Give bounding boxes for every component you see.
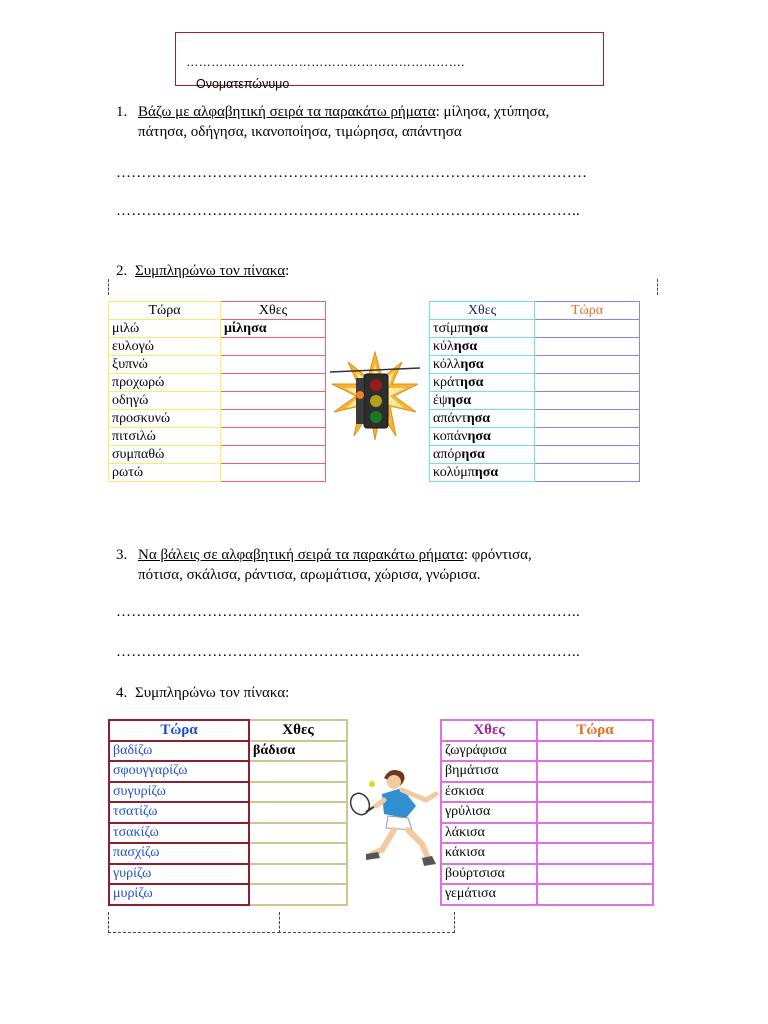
- table-cell: ρωτώ: [109, 464, 221, 482]
- exercise-verbs-1: : μίλησα, χτύπησα,: [435, 104, 550, 120]
- answer-cell[interactable]: [221, 338, 326, 356]
- answer-line[interactable]: …………………………………………………………………………………: [116, 165, 588, 181]
- table-cell: βούρτσισα: [441, 864, 537, 885]
- column-header: Τώρα: [537, 720, 653, 741]
- table-cell: μιλώ: [109, 320, 221, 338]
- answer-cell[interactable]: [535, 410, 640, 428]
- table-row: [430, 338, 640, 356]
- answer-cell[interactable]: [221, 410, 326, 428]
- answer-cell[interactable]: [537, 761, 653, 782]
- exercise-instruction: Συμπληρώνω τον πίνακα: [135, 263, 286, 279]
- table-cell: βαδίζω: [109, 741, 249, 762]
- table-cell: τσίμπησα: [430, 320, 535, 338]
- exercise-number: 1.: [116, 104, 128, 120]
- answer-line[interactable]: ………………………………………………………………………………..: [116, 203, 580, 219]
- exercise-4: [116, 683, 289, 703]
- ex2-right-table: [429, 301, 640, 482]
- exercise-instruction: Να βάλεις σε αλφαβητική σειρά τα παρακάτω ρήματα: [138, 547, 464, 563]
- exercise-instruction: Συμπληρώνω τον πίνακα:: [135, 685, 290, 701]
- table-cell: απόρησα: [430, 446, 535, 464]
- answer-cell[interactable]: [249, 782, 347, 803]
- answer-cell[interactable]: [249, 823, 347, 844]
- table-cell: κράτησα: [430, 374, 535, 392]
- table-row: [109, 356, 326, 374]
- exercise-number: 4.: [116, 685, 128, 701]
- answer-cell[interactable]: [535, 320, 640, 338]
- table-cell: βημάτισα: [441, 761, 537, 782]
- table-row: [441, 802, 653, 823]
- exercise-1: [116, 102, 656, 146]
- table-cell: ζωγράφισα: [441, 741, 537, 762]
- column-header: Χθες: [249, 720, 347, 741]
- answer-cell[interactable]: [221, 428, 326, 446]
- table-cell: γεμάτισα: [441, 884, 537, 905]
- table-cell: ευλογώ: [109, 338, 221, 356]
- answer-cell[interactable]: [537, 802, 653, 823]
- table-row: [441, 864, 653, 885]
- table-row: [441, 843, 653, 864]
- answer-cell[interactable]: [249, 802, 347, 823]
- column-header: Χθες: [430, 302, 535, 320]
- answer-cell[interactable]: [221, 446, 326, 464]
- answer-cell[interactable]: [249, 761, 347, 782]
- answer-cell[interactable]: [249, 864, 347, 885]
- exercise-verbs-2: πότισα, σκάλισα, ράντισα, αρωμάτισα, χώρισα, γνώρισα.: [138, 567, 481, 583]
- exercise-number: 3.: [116, 547, 128, 563]
- table-row: [109, 374, 326, 392]
- table-row: [430, 356, 640, 374]
- exercise-instruction: Βάζω με αλφαβητική σειρά τα παρακάτω ρήματα: [138, 104, 436, 120]
- answer-cell[interactable]: [537, 843, 653, 864]
- table-cell: κύλησα: [430, 338, 535, 356]
- table-row: [441, 741, 653, 762]
- table-row: [109, 823, 347, 844]
- column-header: Τώρα: [109, 302, 221, 320]
- column-header: Τώρα: [109, 720, 249, 741]
- table-cell: προσκυνώ: [109, 410, 221, 428]
- table-row: [109, 464, 326, 482]
- table-row: [430, 446, 640, 464]
- table-cell: κόλλησα: [430, 356, 535, 374]
- answer-cell[interactable]: [535, 464, 640, 482]
- answer-cell[interactable]: [535, 374, 640, 392]
- dashed-bracket: [657, 279, 658, 295]
- table-cell: κολύμπησα: [430, 464, 535, 482]
- ex2-left-table: [108, 301, 326, 482]
- answer-cell[interactable]: [537, 741, 653, 762]
- table-cell: μίλησα: [221, 320, 326, 338]
- tennis-player-icon: [348, 760, 444, 872]
- table-cell: απάντησα: [430, 410, 535, 428]
- answer-cell[interactable]: [535, 392, 640, 410]
- table-row: [109, 843, 347, 864]
- answer-cell[interactable]: [221, 356, 326, 374]
- traffic-light-icon: [330, 350, 420, 442]
- answer-line[interactable]: ………………………………………………………………………………..: [116, 604, 580, 620]
- table-row: [109, 410, 326, 428]
- answer-cell[interactable]: [221, 464, 326, 482]
- dashed-bracket: [278, 912, 455, 933]
- table-row: [109, 864, 347, 885]
- table-row: [430, 392, 640, 410]
- table-cell: προχωρώ: [109, 374, 221, 392]
- table-cell: συγυρίζω: [109, 782, 249, 803]
- dashed-bracket: [108, 279, 109, 295]
- table-row: [441, 823, 653, 844]
- answer-cell[interactable]: [535, 338, 640, 356]
- table-row: [109, 884, 347, 905]
- table-row: [441, 761, 653, 782]
- table-row: [109, 761, 347, 782]
- table-row: [109, 446, 326, 464]
- table-cell: πασχίζω: [109, 843, 249, 864]
- exercise-number: 2.: [116, 263, 128, 279]
- name-field-box[interactable]: [175, 32, 604, 91]
- table-cell: τσακίζω: [109, 823, 249, 844]
- column-header: Τώρα: [535, 302, 640, 320]
- table-cell: έσκισα: [441, 782, 537, 803]
- answer-cell[interactable]: [537, 864, 653, 885]
- exercise-verbs-1: : φρόντισα,: [463, 547, 532, 563]
- table-cell: πιτσιλώ: [109, 428, 221, 446]
- answer-line[interactable]: ………………………………………………………………………………..: [116, 644, 580, 660]
- column-header: Χθες: [441, 720, 537, 741]
- answer-cell[interactable]: [535, 428, 640, 446]
- ex4-left-table: [108, 719, 348, 906]
- answer-cell[interactable]: [221, 392, 326, 410]
- table-cell: κάκισα: [441, 843, 537, 864]
- dashed-bracket: [108, 912, 280, 933]
- table-row: [109, 802, 347, 823]
- name-field-label: Ονοματεπώνυμο ………………………………………………………….: [186, 55, 465, 91]
- table-row: [109, 338, 326, 356]
- table-cell: μυρίζω: [109, 884, 249, 905]
- table-row: [109, 428, 326, 446]
- table-cell: γυρίζω: [109, 864, 249, 885]
- table-cell: τσατίζω: [109, 802, 249, 823]
- table-row: [109, 392, 326, 410]
- table-cell: συμπαθώ: [109, 446, 221, 464]
- answer-cell[interactable]: [249, 843, 347, 864]
- table-row: [441, 782, 653, 803]
- table-cell: οδηγώ: [109, 392, 221, 410]
- exercise-2: [116, 261, 289, 281]
- table-cell: σφουγγαρίζω: [109, 761, 249, 782]
- table-cell: έψησα: [430, 392, 535, 410]
- table-row: [441, 884, 653, 905]
- answer-cell[interactable]: [535, 446, 640, 464]
- ex4-right-table: [440, 719, 654, 906]
- table-row: [109, 320, 326, 338]
- table-cell: βάδισα: [249, 741, 347, 762]
- table-cell: λάκισα: [441, 823, 537, 844]
- answer-cell[interactable]: [221, 374, 326, 392]
- answer-cell[interactable]: [537, 823, 653, 844]
- table-row: [109, 782, 347, 803]
- answer-cell[interactable]: [537, 782, 653, 803]
- table-cell: ξυπνώ: [109, 356, 221, 374]
- table-cell: κοπάνησα: [430, 428, 535, 446]
- table-row: [430, 428, 640, 446]
- table-row: [430, 464, 640, 482]
- answer-cell[interactable]: [249, 884, 347, 905]
- table-row: [430, 410, 640, 428]
- exercise-colon: :: [285, 263, 290, 279]
- answer-cell[interactable]: [535, 356, 640, 374]
- table-row: [430, 374, 640, 392]
- exercise-3: [116, 545, 656, 589]
- table-cell: γρύλισα: [441, 802, 537, 823]
- exercise-verbs-2: πάτησα, οδήγησα, ικανοποίησα, τιμώρησα, απάντησα: [138, 124, 462, 140]
- table-row: [109, 741, 347, 762]
- column-header: Χθες: [221, 302, 326, 320]
- table-row: [430, 320, 640, 338]
- answer-cell[interactable]: [537, 884, 653, 905]
